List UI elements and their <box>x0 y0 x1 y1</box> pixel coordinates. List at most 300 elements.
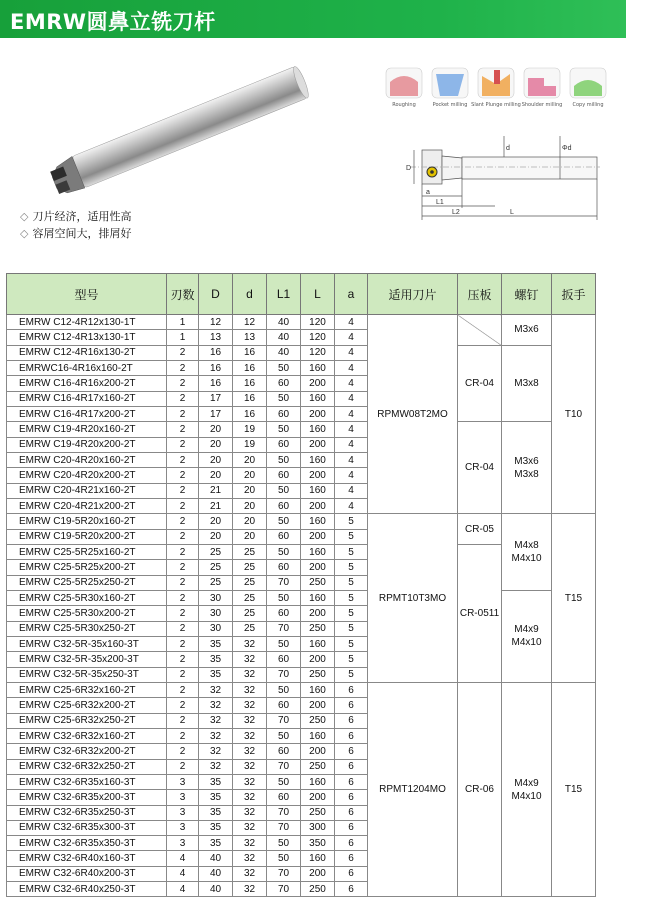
spec-cell: 6 <box>335 759 368 774</box>
insert-cell: RPMT1204MO <box>368 682 458 897</box>
spec-cell: 32 <box>233 636 267 651</box>
spec-cell: 20 <box>199 514 233 529</box>
model-cell: EMRW C20-4R21x200-2T <box>7 498 167 513</box>
spec-cell: 6 <box>335 866 368 881</box>
spec-cell: 32 <box>233 882 267 897</box>
title-banner <box>0 0 626 38</box>
spec-cell: 35 <box>199 820 233 835</box>
spec-cell: 50 <box>267 728 301 743</box>
spec-cell: 250 <box>301 621 335 636</box>
model-cell: EMRW C32-6R40x250-3T <box>7 882 167 897</box>
spec-cell: 35 <box>199 805 233 820</box>
spec-cell: 16 <box>199 345 233 360</box>
spec-cell: 200 <box>301 406 335 421</box>
spec-cell: 32 <box>233 774 267 789</box>
model-cell: EMRW C32-6R40x200-3T <box>7 866 167 881</box>
table-row <box>7 682 596 697</box>
roughing-icon <box>386 68 422 98</box>
diamond-bullet-icon: ◇ <box>20 210 29 223</box>
spec-cell: 70 <box>267 759 301 774</box>
wrench-cell: T15 <box>552 514 596 683</box>
column-header: 压板 <box>458 274 502 315</box>
model-cell: EMRW C32-6R35x250-3T <box>7 805 167 820</box>
pocket-milling-icon <box>432 68 468 98</box>
operation-label: Roughing <box>392 102 416 108</box>
spec-cell: 32 <box>233 866 267 881</box>
spec-cell: 32 <box>199 744 233 759</box>
screw-cell: M4x9 M4x10 <box>502 682 552 897</box>
spec-cell: 300 <box>301 820 335 835</box>
spec-cell: 40 <box>267 315 301 330</box>
model-cell: EMRW C25-6R32x160-2T <box>7 682 167 697</box>
clamp-cell: CR-04 <box>458 345 502 422</box>
spec-cell: 2 <box>167 606 199 621</box>
diagram-label: L <box>510 209 514 216</box>
spec-cell: 13 <box>233 330 267 345</box>
model-cell: EMRW C32-6R35x300-3T <box>7 820 167 835</box>
column-header: 型号 <box>7 274 167 315</box>
column-header: 适用刀片 <box>368 274 458 315</box>
spec-cell: 60 <box>267 437 301 452</box>
spec-cell: 70 <box>267 667 301 682</box>
spec-cell: 160 <box>301 514 335 529</box>
diagram-label: L2 <box>452 209 460 216</box>
spec-cell: 20 <box>199 437 233 452</box>
spec-cell: 6 <box>335 682 368 697</box>
spec-cell: 60 <box>267 468 301 483</box>
feature-item: ◇ 容屑空间大，排屑好 <box>20 227 132 240</box>
spec-cell: 4 <box>335 437 368 452</box>
spec-cell: 13 <box>199 330 233 345</box>
column-header: a <box>335 274 368 315</box>
spec-cell: 70 <box>267 820 301 835</box>
model-cell: EMRW C32-6R35x350-3T <box>7 836 167 851</box>
spec-cell: 2 <box>167 759 199 774</box>
spec-cell: 250 <box>301 667 335 682</box>
spec-cell: 19 <box>233 422 267 437</box>
column-header: L1 <box>267 274 301 315</box>
spec-cell: 17 <box>199 391 233 406</box>
spec-cell: 20 <box>199 422 233 437</box>
spec-cell: 70 <box>267 713 301 728</box>
spec-cell: 25 <box>233 590 267 605</box>
table-row <box>7 590 596 605</box>
specification-table <box>6 273 596 897</box>
table-row <box>7 345 596 360</box>
spec-cell: 120 <box>301 345 335 360</box>
spec-cell: 200 <box>301 437 335 452</box>
model-cell: EMRW C12-4R16x130-2T <box>7 345 167 360</box>
spec-cell: 3 <box>167 774 199 789</box>
spec-cell: 60 <box>267 606 301 621</box>
clamp-cell: CR-0511 <box>458 544 502 682</box>
spec-cell: 4 <box>335 376 368 391</box>
spec-cell: 200 <box>301 652 335 667</box>
spec-cell: 25 <box>233 544 267 559</box>
spec-cell: 30 <box>199 621 233 636</box>
insert-cell: RPMW08T2MO <box>368 315 458 514</box>
spec-cell: 4 <box>335 452 368 467</box>
model-cell: EMRW C32-6R35x160-3T <box>7 774 167 789</box>
spec-cell: 40 <box>199 882 233 897</box>
spec-cell: 50 <box>267 636 301 651</box>
spec-cell: 5 <box>335 667 368 682</box>
tool-holder-image <box>30 66 320 196</box>
spec-cell: 120 <box>301 315 335 330</box>
screw-cell: M3x6 M3x8 <box>502 422 552 514</box>
spec-cell: 250 <box>301 882 335 897</box>
model-cell: EMRW C32-5R-35x200-3T <box>7 652 167 667</box>
spec-cell: 2 <box>167 376 199 391</box>
spec-cell: 21 <box>199 498 233 513</box>
spec-cell: 4 <box>335 483 368 498</box>
diagram-label: a <box>426 189 430 196</box>
spec-cell: 50 <box>267 514 301 529</box>
screw-cell: M4x8 M4x10 <box>502 514 552 591</box>
spec-cell: 60 <box>267 652 301 667</box>
spec-cell: 35 <box>199 790 233 805</box>
spec-cell: 70 <box>267 621 301 636</box>
spec-cell: 2 <box>167 468 199 483</box>
wrench-cell: T10 <box>552 315 596 514</box>
spec-cell: 200 <box>301 560 335 575</box>
page-title: EMRW圆鼻立铣刀杆 <box>10 10 216 34</box>
spec-cell: 200 <box>301 790 335 805</box>
column-header: 扳手 <box>552 274 596 315</box>
spec-cell: 20 <box>233 483 267 498</box>
spec-cell: 2 <box>167 544 199 559</box>
spec-cell: 200 <box>301 498 335 513</box>
table-row <box>7 315 596 330</box>
spec-cell: 5 <box>335 636 368 651</box>
spec-cell: 2 <box>167 498 199 513</box>
spec-cell: 16 <box>199 360 233 375</box>
spec-cell: 32 <box>233 682 267 697</box>
spec-cell: 20 <box>233 468 267 483</box>
spec-cell: 160 <box>301 452 335 467</box>
model-cell: EMRW C32-6R35x200-3T <box>7 790 167 805</box>
operation-label: Pocket milling <box>432 102 468 108</box>
spec-cell: 12 <box>233 315 267 330</box>
model-cell: EMRW C16-4R16x200-2T <box>7 376 167 391</box>
operation-label: Shoulder milling <box>521 102 563 108</box>
spec-cell: 60 <box>267 698 301 713</box>
model-cell: EMRW C32-6R32x160-2T <box>7 728 167 743</box>
column-header: D <box>199 274 233 315</box>
model-cell: EMRW C19-4R20x200-2T <box>7 437 167 452</box>
spec-cell: 32 <box>199 698 233 713</box>
spec-cell: 1 <box>167 315 199 330</box>
spec-cell: 2 <box>167 514 199 529</box>
spec-cell: 160 <box>301 774 335 789</box>
spec-cell: 200 <box>301 606 335 621</box>
wrench-cell: T15 <box>552 682 596 897</box>
model-cell: EMRW C12-4R13x130-1T <box>7 330 167 345</box>
spec-cell: 35 <box>199 836 233 851</box>
spec-cell: 32 <box>233 728 267 743</box>
clamp-cell: CR-06 <box>458 682 502 897</box>
spec-cell: 70 <box>267 805 301 820</box>
spec-cell: 2 <box>167 391 199 406</box>
spec-cell: 50 <box>267 391 301 406</box>
spec-cell: 25 <box>199 560 233 575</box>
shoulder-milling-icon <box>524 68 560 98</box>
diamond-bullet-icon: ◇ <box>20 227 29 240</box>
spec-cell: 2 <box>167 667 199 682</box>
spec-cell: 1 <box>167 330 199 345</box>
model-cell: EMRW C32-6R40x160-3T <box>7 851 167 866</box>
model-cell: EMRW C25-5R30x200-2T <box>7 606 167 621</box>
spec-cell: 2 <box>167 437 199 452</box>
spec-cell: 250 <box>301 805 335 820</box>
spec-cell: 6 <box>335 728 368 743</box>
spec-cell: 3 <box>167 805 199 820</box>
spec-cell: 25 <box>199 575 233 590</box>
feature-list <box>20 208 131 242</box>
diagram-label: L1 <box>436 199 444 206</box>
table-row <box>7 514 596 529</box>
spec-cell: 4 <box>335 391 368 406</box>
spec-cell: 200 <box>301 529 335 544</box>
spec-cell: 200 <box>301 698 335 713</box>
operation-icons <box>384 64 614 114</box>
spec-cell: 20 <box>233 452 267 467</box>
spec-cell: 32 <box>233 667 267 682</box>
spec-cell: 35 <box>199 652 233 667</box>
model-cell: EMRW C25-6R32x200-2T <box>7 698 167 713</box>
model-cell: EMRW C25-5R30x160-2T <box>7 590 167 605</box>
spec-cell: 3 <box>167 790 199 805</box>
spec-cell: 32 <box>233 851 267 866</box>
spec-cell: 50 <box>267 682 301 697</box>
spec-cell: 32 <box>199 682 233 697</box>
spec-cell: 32 <box>233 820 267 835</box>
spec-cell: 2 <box>167 422 199 437</box>
spec-cell: 350 <box>301 836 335 851</box>
spec-cell: 32 <box>199 713 233 728</box>
spec-cell: 2 <box>167 529 199 544</box>
spec-cell: 17 <box>199 406 233 421</box>
model-cell: EMRW C20-4R20x160-2T <box>7 452 167 467</box>
spec-cell: 21 <box>199 483 233 498</box>
model-cell: EMRWC16-4R16x160-2T <box>7 360 167 375</box>
spec-cell: 2 <box>167 698 199 713</box>
model-cell: EMRW C25-6R32x250-2T <box>7 713 167 728</box>
spec-cell: 20 <box>199 452 233 467</box>
screw-cell: M3x8 <box>502 345 552 422</box>
spec-cell: 6 <box>335 805 368 820</box>
spec-cell: 2 <box>167 652 199 667</box>
spec-cell: 32 <box>233 790 267 805</box>
dimension-diagram <box>400 120 605 220</box>
spec-cell: 50 <box>267 422 301 437</box>
spec-cell: 200 <box>301 468 335 483</box>
spec-cell: 60 <box>267 406 301 421</box>
model-cell: EMRW C16-4R17x160-2T <box>7 391 167 406</box>
spec-cell: 19 <box>233 437 267 452</box>
operation-label: Copy milling <box>572 102 604 108</box>
spec-cell: 5 <box>335 544 368 559</box>
spec-cell: 2 <box>167 345 199 360</box>
spec-cell: 32 <box>233 698 267 713</box>
column-header: L <box>301 274 335 315</box>
spec-cell: 20 <box>233 514 267 529</box>
model-cell: EMRW C20-4R20x200-2T <box>7 468 167 483</box>
spec-cell: 32 <box>233 652 267 667</box>
diagram-label: d <box>506 145 510 152</box>
spec-cell: 3 <box>167 820 199 835</box>
spec-cell: 6 <box>335 836 368 851</box>
spec-cell: 6 <box>335 851 368 866</box>
spec-cell: 2 <box>167 682 199 697</box>
model-cell: EMRW C19-5R20x200-2T <box>7 529 167 544</box>
clamp-cell <box>458 315 502 346</box>
spec-cell: 50 <box>267 360 301 375</box>
spec-cell: 120 <box>301 330 335 345</box>
spec-cell: 32 <box>233 713 267 728</box>
model-cell: EMRW C19-5R20x160-2T <box>7 514 167 529</box>
spec-cell: 6 <box>335 713 368 728</box>
model-cell: EMRW C19-4R20x160-2T <box>7 422 167 437</box>
spec-cell: 20 <box>233 529 267 544</box>
spec-cell: 2 <box>167 621 199 636</box>
spec-cell: 25 <box>233 621 267 636</box>
spec-cell: 60 <box>267 376 301 391</box>
spec-cell: 40 <box>199 866 233 881</box>
spec-cell: 16 <box>233 391 267 406</box>
spec-cell: 16 <box>199 376 233 391</box>
spec-cell: 60 <box>267 790 301 805</box>
spec-cell: 40 <box>267 345 301 360</box>
spec-cell: 2 <box>167 452 199 467</box>
spec-cell: 250 <box>301 713 335 728</box>
spec-cell: 50 <box>267 836 301 851</box>
model-cell: EMRW C25-5R25x250-2T <box>7 575 167 590</box>
spec-cell: 30 <box>199 590 233 605</box>
model-cell: EMRW C25-5R25x160-2T <box>7 544 167 559</box>
spec-cell: 4 <box>335 315 368 330</box>
spec-cell: 160 <box>301 483 335 498</box>
spec-cell: 6 <box>335 698 368 713</box>
spec-cell: 5 <box>335 606 368 621</box>
spec-cell: 4 <box>335 406 368 421</box>
spec-cell: 4 <box>335 345 368 360</box>
spec-cell: 160 <box>301 544 335 559</box>
spec-cell: 6 <box>335 774 368 789</box>
spec-cell: 16 <box>233 360 267 375</box>
spec-cell: 4 <box>167 866 199 881</box>
spec-cell: 2 <box>167 360 199 375</box>
screw-cell: M4x9 M4x10 <box>502 590 552 682</box>
spec-cell: 20 <box>233 498 267 513</box>
spec-cell: 35 <box>199 636 233 651</box>
model-cell: EMRW C32-5R-35x160-3T <box>7 636 167 651</box>
column-header: 螺钉 <box>502 274 552 315</box>
spec-cell: 160 <box>301 360 335 375</box>
spec-cell: 5 <box>335 560 368 575</box>
spec-cell: 6 <box>335 744 368 759</box>
spec-cell: 250 <box>301 575 335 590</box>
spec-cell: 40 <box>267 330 301 345</box>
model-cell: EMRW C32-6R32x250-2T <box>7 759 167 774</box>
spec-cell: 4 <box>167 851 199 866</box>
spec-cell: 32 <box>233 744 267 759</box>
spec-cell: 5 <box>335 529 368 544</box>
clamp-cell: CR-04 <box>458 422 502 514</box>
spec-cell: 160 <box>301 590 335 605</box>
model-cell: EMRW C12-4R12x130-1T <box>7 315 167 330</box>
spec-cell: 4 <box>335 360 368 375</box>
clamp-cell: CR-05 <box>458 514 502 545</box>
spec-cell: 160 <box>301 682 335 697</box>
model-cell: EMRW C32-5R-35x250-3T <box>7 667 167 682</box>
spec-cell: 4 <box>335 468 368 483</box>
spec-cell: 160 <box>301 636 335 651</box>
spec-cell: 2 <box>167 483 199 498</box>
model-cell: EMRW C32-6R32x200-2T <box>7 744 167 759</box>
insert-cell: RPMT10T3MO <box>368 514 458 683</box>
column-header: 刃数 <box>167 274 199 315</box>
spec-cell: 3 <box>167 836 199 851</box>
spec-cell: 40 <box>199 851 233 866</box>
copy-milling-icon <box>570 68 606 98</box>
spec-cell: 5 <box>335 621 368 636</box>
spec-cell: 35 <box>199 667 233 682</box>
spec-cell: 6 <box>335 882 368 897</box>
spec-cell: 16 <box>233 376 267 391</box>
spec-cell: 2 <box>167 728 199 743</box>
spec-cell: 6 <box>335 790 368 805</box>
spec-cell: 60 <box>267 498 301 513</box>
spec-cell: 25 <box>233 606 267 621</box>
spec-cell: 12 <box>199 315 233 330</box>
spec-cell: 200 <box>301 376 335 391</box>
spec-cell: 20 <box>199 468 233 483</box>
spec-cell: 5 <box>335 590 368 605</box>
table-header-row <box>7 274 596 315</box>
spec-cell: 60 <box>267 529 301 544</box>
spec-cell: 32 <box>233 836 267 851</box>
diagram-label: D <box>406 165 412 172</box>
spec-cell: 70 <box>267 866 301 881</box>
spec-cell: 50 <box>267 851 301 866</box>
spec-cell: 5 <box>335 652 368 667</box>
spec-cell: 25 <box>199 544 233 559</box>
spec-cell: 2 <box>167 560 199 575</box>
spec-cell: 32 <box>233 759 267 774</box>
spec-cell: 2 <box>167 636 199 651</box>
table-row <box>7 422 596 437</box>
spec-cell: 250 <box>301 759 335 774</box>
spec-cell: 32 <box>199 759 233 774</box>
spec-cell: 4 <box>335 330 368 345</box>
spec-cell: 200 <box>301 744 335 759</box>
spec-cell: 50 <box>267 590 301 605</box>
spec-cell: 20 <box>199 529 233 544</box>
spec-cell: 30 <box>199 606 233 621</box>
model-cell: EMRW C16-4R17x200-2T <box>7 406 167 421</box>
spec-cell: 16 <box>233 406 267 421</box>
spec-cell: 4 <box>335 498 368 513</box>
spec-cell: 50 <box>267 483 301 498</box>
spec-cell: 60 <box>267 560 301 575</box>
model-cell: EMRW C25-5R30x250-2T <box>7 621 167 636</box>
spec-cell: 6 <box>335 820 368 835</box>
spec-cell: 50 <box>267 774 301 789</box>
spec-cell: 160 <box>301 422 335 437</box>
spec-cell: 2 <box>167 713 199 728</box>
screw-cell: M3x6 <box>502 315 552 346</box>
